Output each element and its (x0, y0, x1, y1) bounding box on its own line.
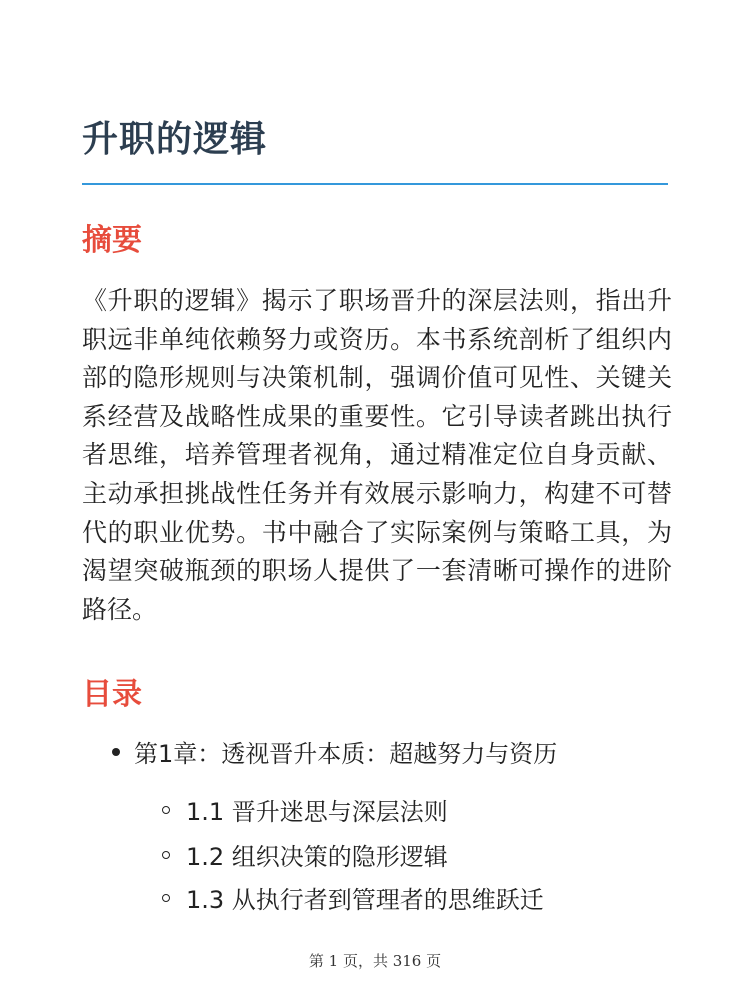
bullet-circle-icon (162, 894, 170, 902)
bullet-disc-icon (112, 748, 120, 756)
bullet-circle-icon (162, 806, 170, 814)
toc-chapter-label: 第1章：透视晋升本质：超越努力与资历 (134, 740, 558, 768)
title-divider (82, 183, 668, 185)
toc-section-1-2[interactable] (162, 841, 448, 873)
toc-section-1-1[interactable] (162, 796, 448, 828)
bullet-circle-icon (162, 851, 170, 859)
abstract-paragraph: 《升职的逻辑》揭示了职场晋升的深层法则，指出升职远非单纯依赖努力或资历。本书系统剖析了组织内部的隐形规则与决策机制，强调价值可见性、关键关系经营及战略性成果的重要性。它引导读者跳出执行者思维，培养管理者视角，通过精准定位自身贡献、主动承担挑战性任务并有效展示影响力，构建不可替代的职业优势。书中融合了实际案例与策略工具，为渴望突破瓶颈的职场人提供了一套清晰可操作的进阶路径。 (82, 286, 672, 624)
toc-section-label: 1.3 从执行者到管理者的思维跃迁 (186, 886, 544, 914)
toc-heading: 目录 (82, 677, 142, 712)
toc-section-label: 1.2 组织决策的隐形逻辑 (186, 843, 448, 871)
abstract-heading: 摘要 (82, 223, 142, 258)
toc-chapter-1[interactable] (112, 738, 557, 770)
toc-section-label: 1.1 晋升迷思与深层法则 (186, 798, 448, 826)
book-title: 升职的逻辑 (82, 119, 268, 160)
toc-section-1-3[interactable] (162, 884, 544, 916)
page-number-footer: 第 1 页，共 316 页 (308, 952, 442, 970)
